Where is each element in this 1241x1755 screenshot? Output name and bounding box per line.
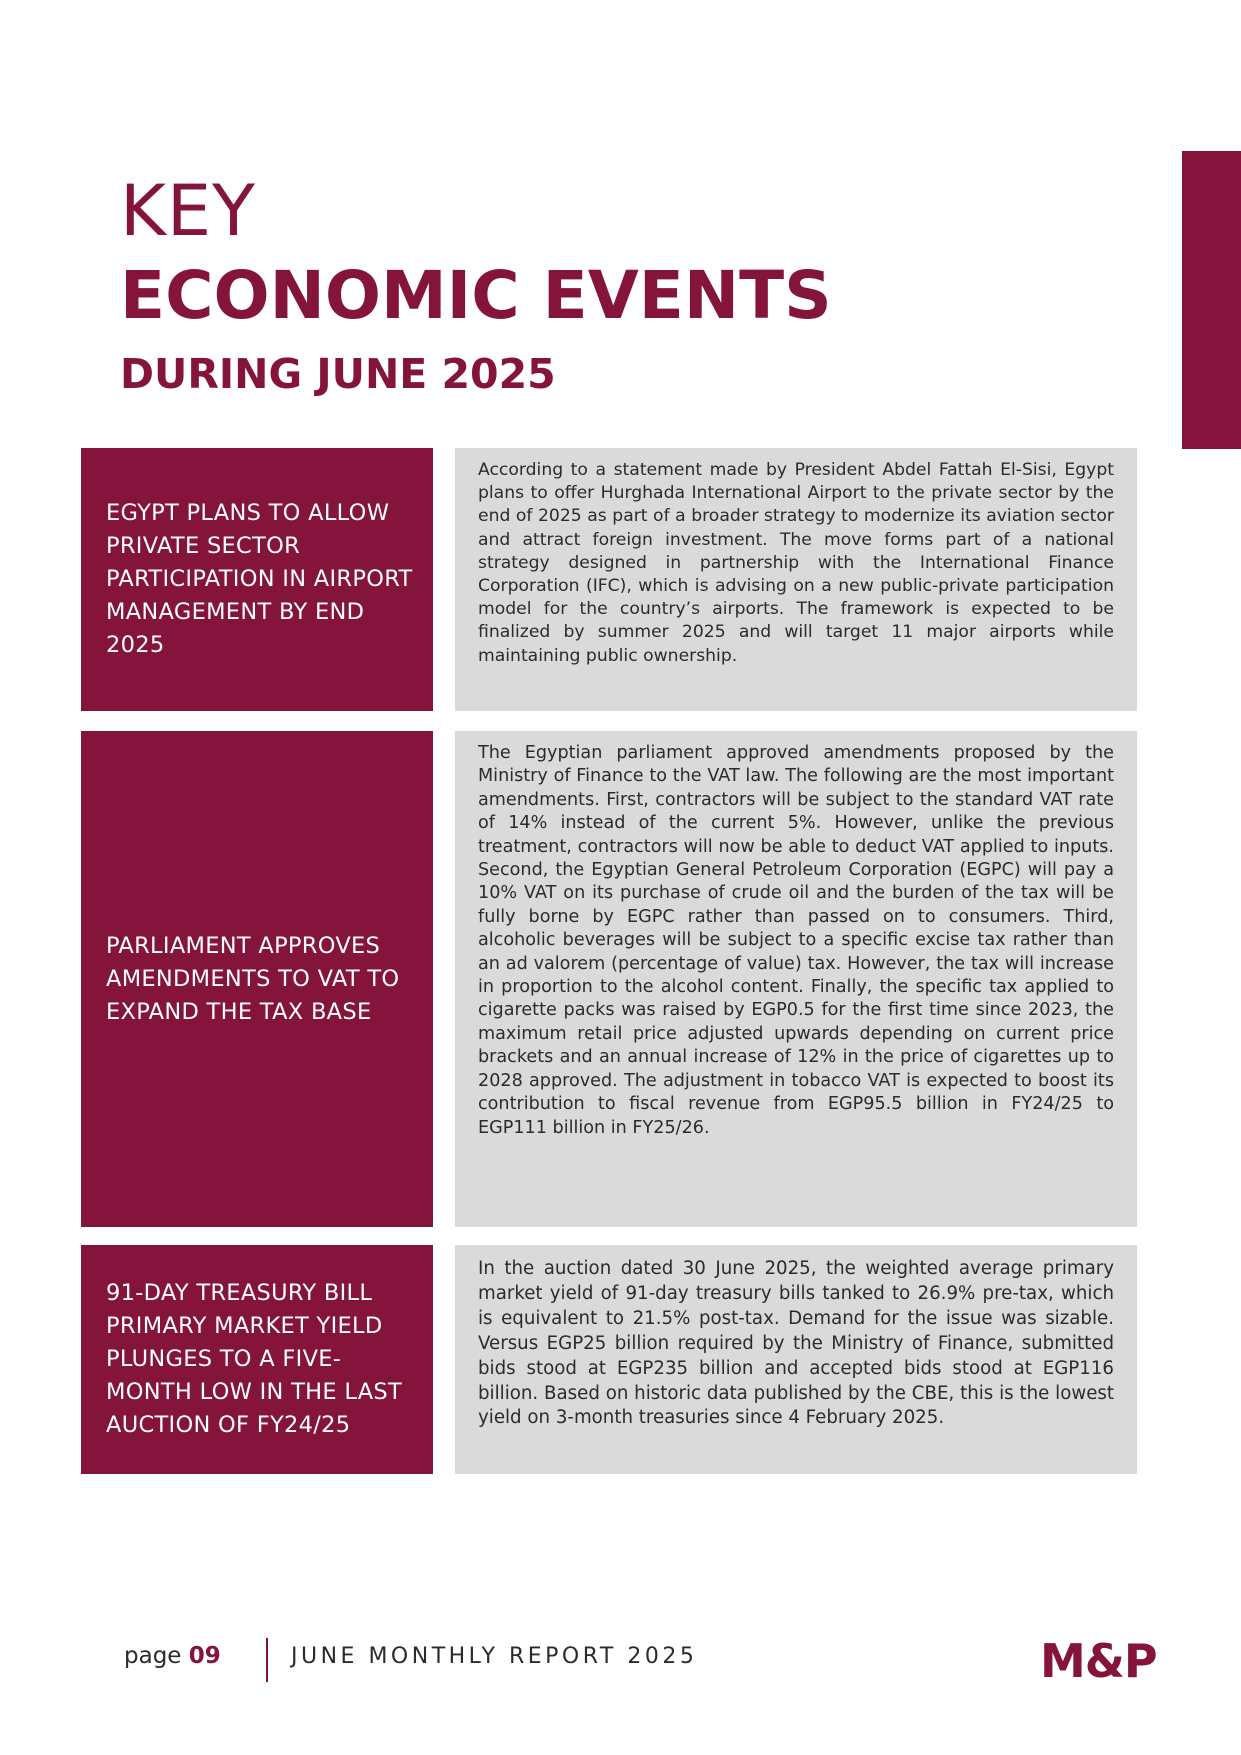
page-footer: [124, 1634, 1204, 1688]
title-line-economic-events: ECONOMIC EVENTS: [120, 257, 832, 334]
title-line-period: DURING JUNE 2025: [120, 350, 556, 398]
event-row-treasury: [81, 1245, 1137, 1474]
event-title: [81, 1245, 433, 1474]
event-row-vat: [81, 731, 1137, 1227]
side-accent-bar: [1182, 151, 1241, 449]
page-title: [120, 172, 832, 402]
event-body: According to a statement made by President Abdel Fattah El-Sisi, Egypt plans to offer Hurghada International Airport to the private sector by the end of 2025 as part of a broader strategy to modernize its aviation sector and attract foreign investment. The move forms part of a national strategy designed in partnership with the International Finance Corporation (IFC), which is advising on a new public-private participation model for the country’s airports. The framework is expected to be finalized by summer 2025 and will target 11 major airports while maintaining public ownership.: [455, 448, 1137, 711]
footer-divider: [266, 1638, 268, 1682]
event-title-text: PARLIAMENT APPROVES AMENDMENTS TO VAT TO EXPAND THE TAX BASE: [106, 932, 400, 1025]
event-title-text: 91-DAY TREASURY BILL PRIMARY MARKET YIELD PLUNGES TO A FIVE-MONTH LOW IN THE LAST AUCTION OF FY24/25: [106, 1280, 403, 1438]
event-body: The Egyptian parliament approved amendments proposed by the Ministry of Finance to the VAT law. The following are the most important amendments. First, contractors will be subject to the standard VAT rate of 14% instead of the current 5%. However, unlike the previous treatment, contractors will now be able to deduct VAT applied to inputs. Second, the Egyptian General Petroleum Corporation (EGPC) will pay a 10% VAT on its purchase of crude oil and the burden of the tax will be fully borne by EGPC rather than passed on to consumers. Third, alcoholic beverages will be subject to a specific excise tax rather than an ad valorem (percentage of value) tax. However, the tax will increase in proportion to the alcohol content. Finally, the specific tax applied to cigarette packs was raised by EGP0.5 for the first time since 2023, the maximum retail price adjusted upwards depending on current price brackets and an annual increase of 12% in the price of cigarettes up to 2028 approved. The adjustment in tobacco VAT is expected to boost its contribution to fiscal revenue from EGP95.5 billion in FY24/25 to EGP111 billion in FY25/26.: [455, 731, 1137, 1227]
company-logo: M&P: [1040, 1634, 1157, 1688]
page-label-text: page: [124, 1643, 182, 1669]
event-body: In the auction dated 30 June 2025, the weighted average primary market yield of 91-day treasury bills tanked to 26.9% pre-tax, which is equivalent to 21.5% post-tax. Demand for the issue was sizable. Versus EGP25 billion required by the Ministry of Finance, submitted bids stood at EGP235 billion and accepted bids stood at EGP116 billion. Based on historic data published by the CBE, this is the lowest yield on 3-month treasuries since 4 February 2025.: [455, 1245, 1137, 1474]
title-line-key: KEY: [120, 170, 256, 252]
event-row-airport: [81, 448, 1137, 711]
page-number: 09: [188, 1643, 221, 1669]
event-title: [81, 448, 433, 711]
report-name: JUNE MONTHLY REPORT 2025: [291, 1644, 698, 1669]
event-title: [81, 731, 433, 1227]
event-title-text: EGYPT PLANS TO ALLOW PRIVATE SECTOR PARTICIPATION IN AIRPORT MANAGEMENT BY END 2025: [106, 500, 413, 658]
page-indicator: [124, 1643, 221, 1669]
